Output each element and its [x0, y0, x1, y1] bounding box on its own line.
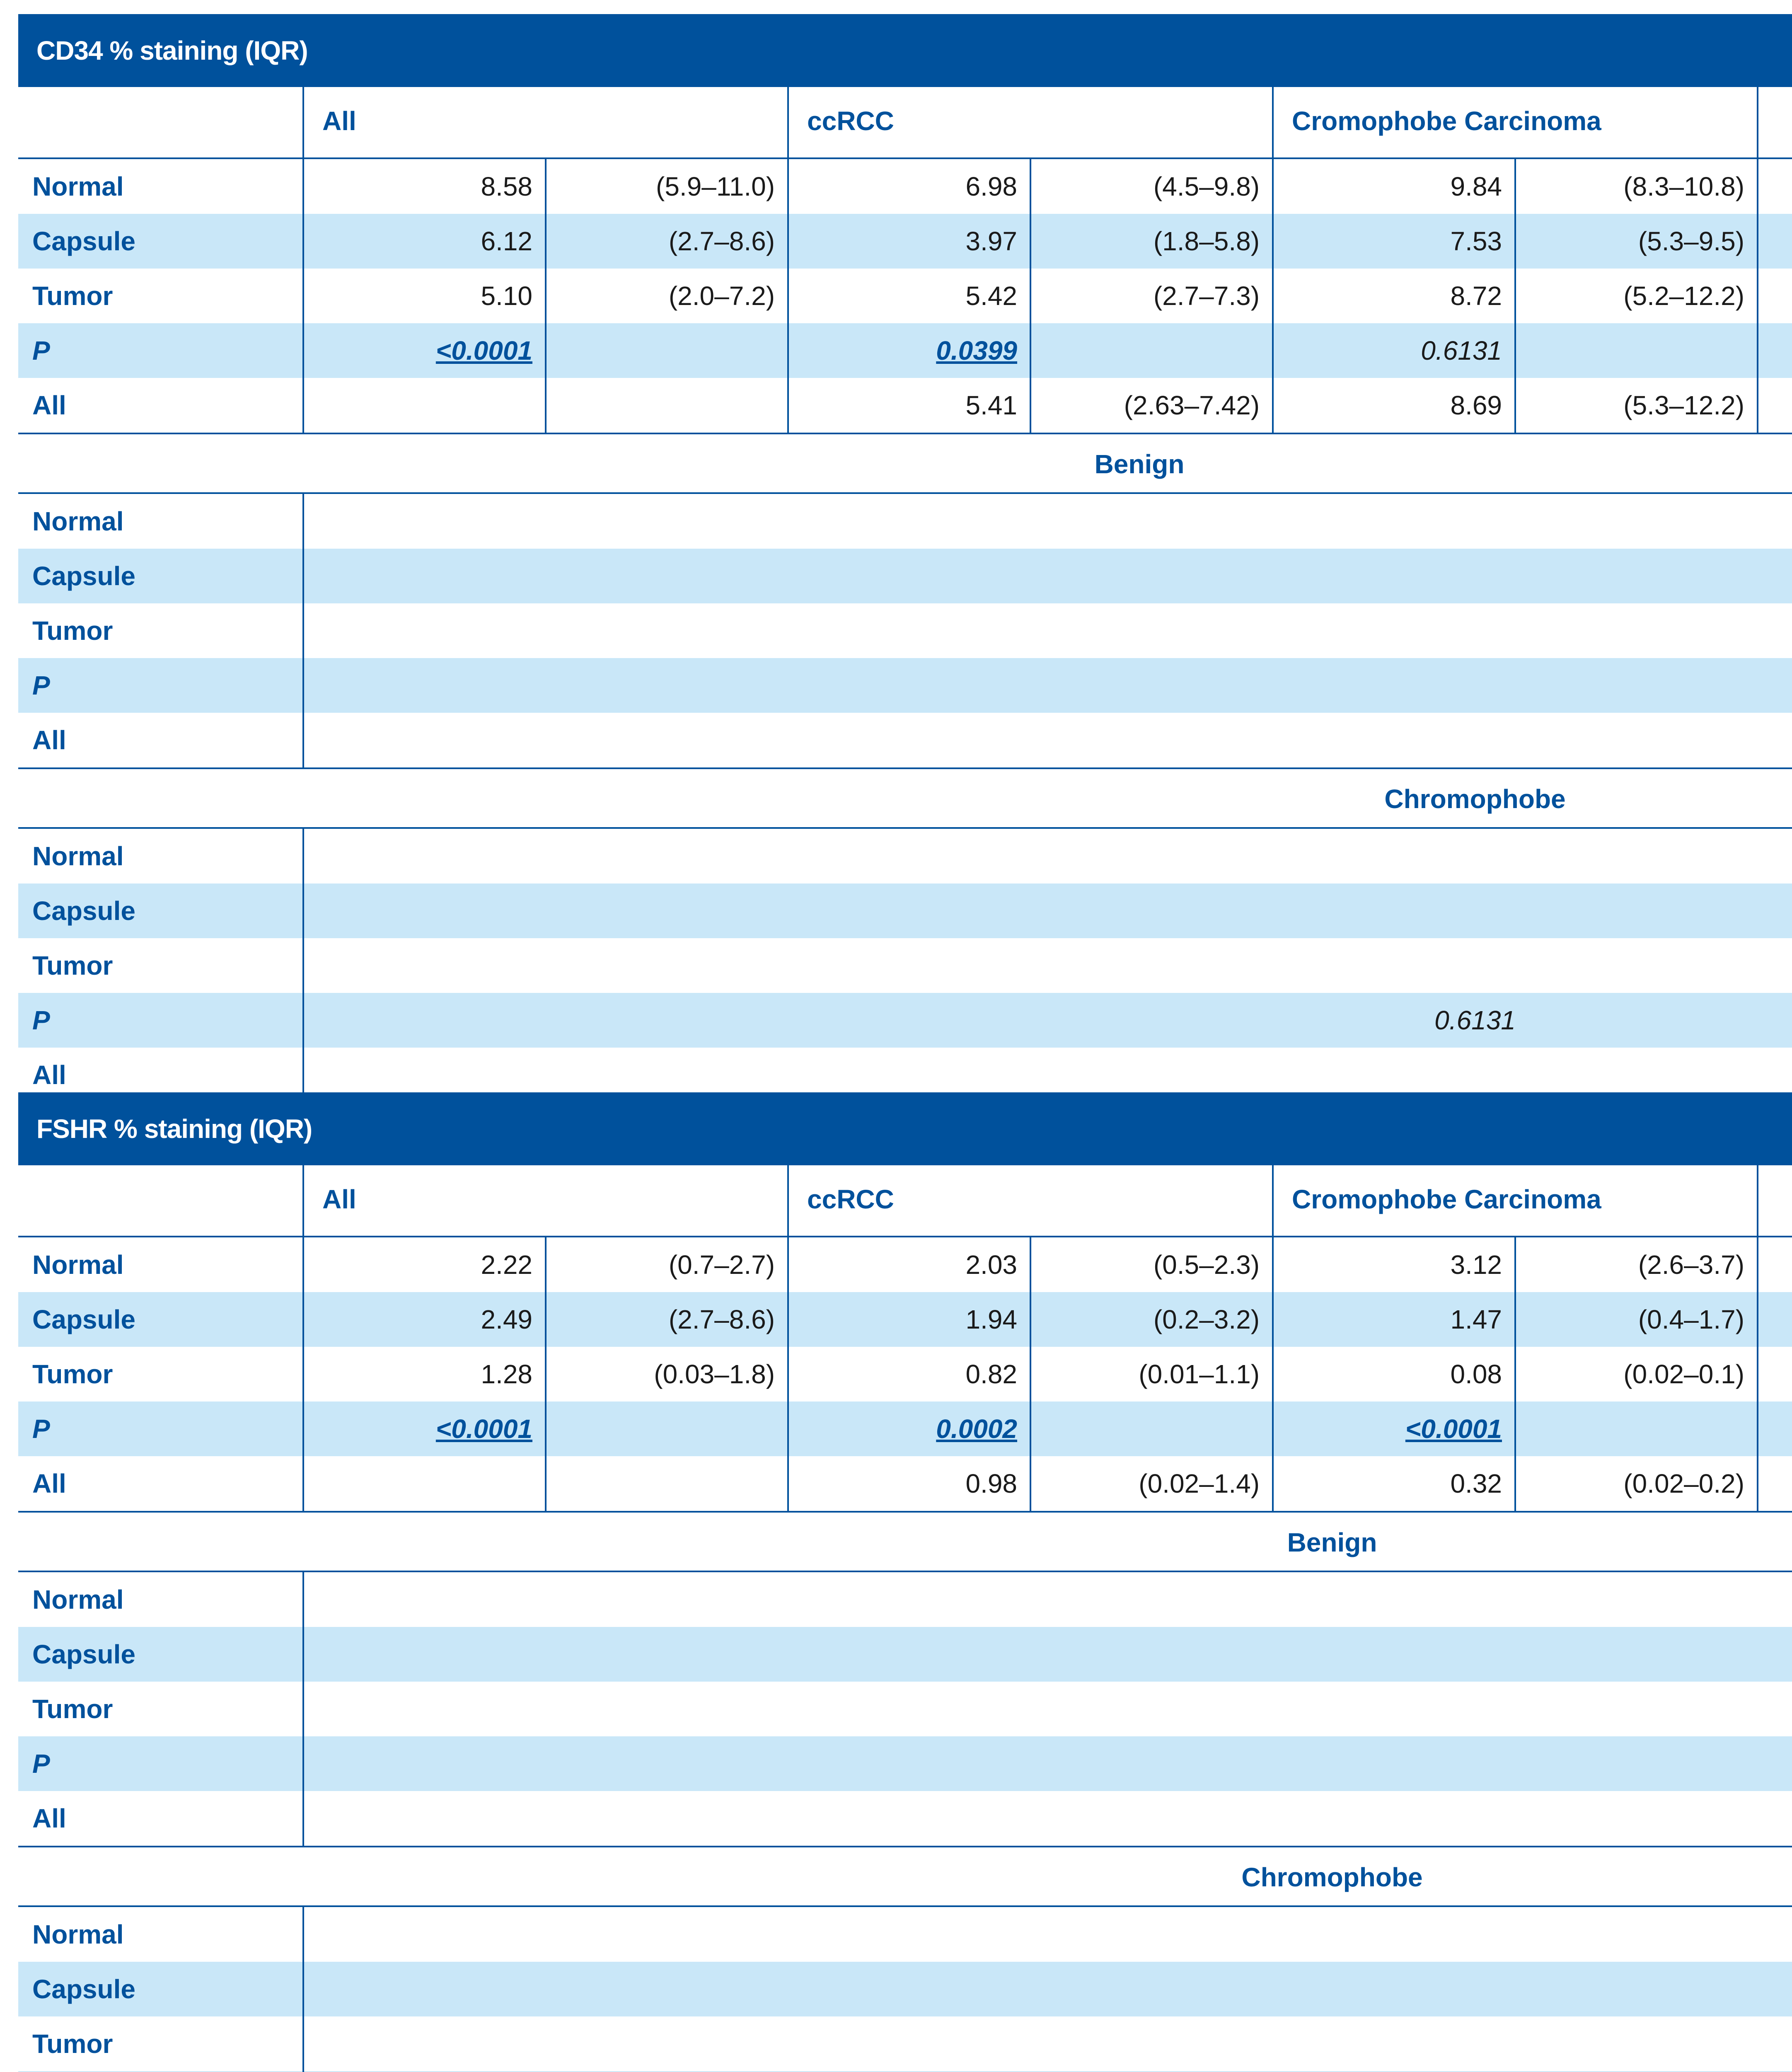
subgroup-rule: [18, 492, 1792, 494]
median-value: 2.03: [965, 1250, 1017, 1280]
row-label: Tumor: [32, 1694, 113, 1724]
median-value: 1.94: [965, 1305, 1017, 1334]
p-value: 0.0399: [936, 336, 1017, 366]
iqr-range: (2.63–7.42): [1124, 390, 1260, 420]
iqr-range: [551, 378, 775, 433]
column-rule: [302, 492, 304, 767]
median-value: 2.22: [481, 1250, 532, 1280]
p-value: <0.0001: [435, 1414, 532, 1444]
row-label: P: [32, 1749, 50, 1779]
iqr-range: (2.0–7.2): [668, 281, 775, 311]
iqr-range: (0.02–0.1): [1623, 1359, 1744, 1389]
cell-rule: [545, 1236, 547, 1511]
column-rule: [302, 1165, 304, 1513]
row-label: Capsule: [32, 896, 135, 926]
row-label: Capsule: [32, 226, 135, 256]
subgroup-title: Chromophobe: [1384, 784, 1566, 814]
row-label: All: [32, 390, 66, 420]
column-rule: [1272, 1165, 1274, 1513]
iqr-range: (2.6–3.7): [1638, 1250, 1744, 1280]
row-label: P: [32, 336, 50, 366]
row-label: Normal: [32, 1250, 124, 1280]
section-header: [18, 1092, 1792, 1165]
row-band: [18, 1736, 1792, 1791]
subgroup-title: Chromophobe: [1241, 1862, 1423, 1892]
row-label: Normal: [32, 506, 124, 536]
iqr-range: (0.7–2.7): [668, 1250, 775, 1280]
iqr-range: (4.5–9.8): [1153, 172, 1260, 201]
row-label: Tumor: [32, 2029, 113, 2059]
row-label: Tumor: [32, 951, 113, 980]
iqr-range: (0.5–2.3): [1153, 1250, 1260, 1280]
median-value: 3.97: [965, 226, 1017, 256]
subgroup-rule: [18, 827, 1792, 829]
subgroup-rule: [18, 1571, 1792, 1572]
row-label: Normal: [32, 1920, 124, 1949]
row-label: Capsule: [32, 1974, 135, 2004]
iqr-range: [551, 1456, 775, 1511]
iqr-range: (0.02–1.4): [1139, 1469, 1260, 1498]
median-value: 2.49: [481, 1305, 532, 1334]
median-value: 5.10: [481, 281, 532, 311]
column-header: ccRCC: [807, 106, 894, 136]
median-value: 1.47: [1450, 1305, 1502, 1334]
column-header: Cromophobe Carcinoma: [1292, 1184, 1601, 1214]
iqr-range: (5.2–12.2): [1623, 281, 1744, 311]
table-rule: [18, 767, 1792, 769]
column-rule: [302, 827, 304, 1102]
iqr-range: (5.3–12.2): [1623, 390, 1744, 420]
table-rule: [18, 1846, 1792, 1847]
table-rule: [18, 1511, 1792, 1513]
p-value: <0.0001: [1405, 1414, 1502, 1444]
median-value: 3.12: [1450, 1250, 1502, 1280]
section-title: FSHR % staining (IQR): [36, 1114, 312, 1144]
subgroup-title: Benign: [1287, 1527, 1377, 1557]
column-rule: [787, 87, 789, 434]
column-rule: [787, 1165, 789, 1513]
column-header: All: [322, 1184, 356, 1214]
row-band: [18, 1962, 1792, 2016]
column-header: All: [322, 106, 356, 136]
median-value: 0.98: [965, 1469, 1017, 1498]
row-band: [18, 658, 1792, 713]
median-value: 6.98: [965, 172, 1017, 201]
p-value: <0.0001: [435, 336, 532, 366]
iqr-range: (0.03–1.8): [654, 1359, 775, 1389]
column-header: Cromophobe Carcinoma: [1292, 106, 1601, 136]
row-label: Normal: [32, 172, 124, 201]
row-label: Tumor: [32, 1359, 113, 1389]
column-header: ccRCC: [807, 1184, 894, 1214]
p-value: 0.6131: [1434, 1005, 1516, 1035]
cell-rule: [1030, 1236, 1031, 1511]
subgroup-rule: [18, 1905, 1792, 1907]
row-label: All: [32, 1803, 66, 1833]
cell-rule: [1514, 157, 1516, 433]
cell-rule: [1514, 1236, 1516, 1511]
row-label: All: [32, 725, 66, 755]
column-rule: [1757, 87, 1758, 434]
table-rule: [18, 433, 1792, 434]
median-value: [309, 378, 532, 433]
median-value: 0.08: [1450, 1359, 1502, 1389]
median-value: 0.32: [1450, 1469, 1502, 1498]
iqr-range: (0.01–1.1): [1139, 1359, 1260, 1389]
row-label: Normal: [32, 1585, 124, 1615]
median-value: 1.28: [481, 1359, 532, 1389]
iqr-range: (2.7–8.6): [668, 1305, 775, 1334]
cell-rule: [1030, 157, 1031, 433]
p-value: 0.0002: [936, 1414, 1017, 1444]
row-label: P: [32, 670, 50, 700]
iqr-range: (0.02–0.2): [1623, 1469, 1744, 1498]
median-value: 0.82: [965, 1359, 1017, 1389]
median-value: 8.69: [1450, 390, 1502, 420]
column-rule: [302, 1571, 304, 1846]
column-rule: [302, 1905, 304, 2072]
row-label: Capsule: [32, 561, 135, 591]
column-rule: [302, 87, 304, 434]
row-band: [18, 884, 1792, 938]
section-header: [18, 14, 1792, 87]
iqr-range: (8.3–10.8): [1623, 172, 1744, 201]
median-value: 6.12: [481, 226, 532, 256]
column-rule: [1272, 87, 1274, 434]
row-label: Tumor: [32, 616, 113, 646]
iqr-range: (0.2–3.2): [1153, 1305, 1260, 1334]
row-label: Normal: [32, 841, 124, 871]
iqr-range: (5.9–11.0): [656, 172, 775, 201]
median-value: [309, 1456, 532, 1511]
row-label: P: [32, 1005, 50, 1035]
cell-rule: [545, 157, 547, 433]
iqr-range: (2.7–8.6): [668, 226, 775, 256]
column-rule: [1757, 1165, 1758, 1513]
p-value: 0.6131: [1421, 336, 1502, 366]
median-value: 7.53: [1450, 226, 1502, 256]
iqr-range: (0.4–1.7): [1638, 1305, 1744, 1334]
iqr-range: (1.8–5.8): [1153, 226, 1260, 256]
row-band: [18, 549, 1792, 603]
row-label: Tumor: [32, 281, 113, 311]
median-value: 8.72: [1450, 281, 1502, 311]
row-label: Capsule: [32, 1639, 135, 1669]
section-title: CD34 % staining (IQR): [36, 36, 308, 65]
median-value: 8.58: [481, 172, 532, 201]
median-value: 5.42: [965, 281, 1017, 311]
row-label: P: [32, 1414, 50, 1444]
row-label: All: [32, 1469, 66, 1498]
iqr-range: (5.3–9.5): [1638, 226, 1744, 256]
median-value: 9.84: [1450, 172, 1502, 201]
median-value: 5.41: [965, 390, 1017, 420]
row-label: Capsule: [32, 1305, 135, 1334]
subgroup-title: Benign: [1094, 449, 1185, 479]
row-label: All: [32, 1060, 66, 1090]
iqr-range: (2.7–7.3): [1153, 281, 1260, 311]
row-band: [18, 1627, 1792, 1682]
